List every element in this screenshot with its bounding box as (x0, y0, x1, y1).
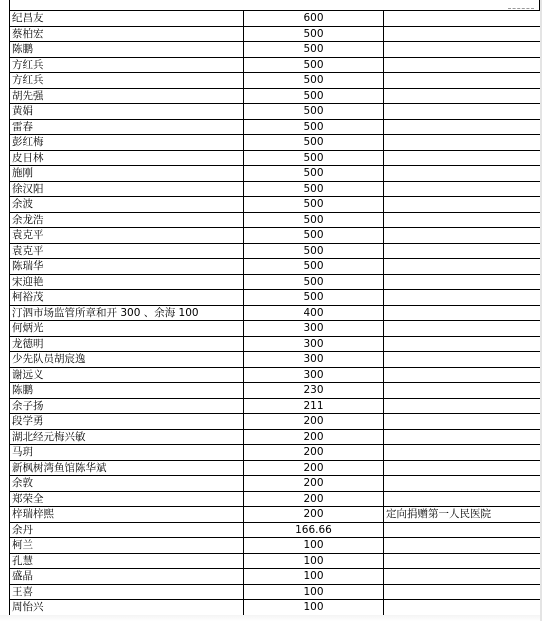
amount-cell[interactable]: 500 (244, 166, 384, 182)
amount-cell[interactable]: 500 (244, 150, 384, 166)
note-cell[interactable] (384, 398, 541, 414)
donor-name-cell[interactable]: 郑荣全 (10, 491, 244, 507)
donor-name-cell[interactable]: 方红兵 (10, 73, 244, 89)
note-cell[interactable] (384, 553, 541, 569)
table-row (10, 476, 541, 492)
amount-cell[interactable]: 211 (244, 398, 384, 414)
note-cell[interactable] (384, 321, 541, 337)
donor-name-cell[interactable]: 龙德明 (10, 336, 244, 352)
note-cell[interactable] (384, 181, 541, 197)
donor-name-cell[interactable]: 汀泗市场监管所章和开 300 、余海 100 (10, 305, 244, 321)
donor-name-cell[interactable]: 周怡兴 (10, 600, 244, 616)
amount-cell[interactable]: 200 (244, 429, 384, 445)
donor-name-cell[interactable]: 陈瑞华 (10, 259, 244, 275)
donor-name-cell[interactable]: 余子扬 (10, 398, 244, 414)
table-row (10, 321, 541, 337)
table-row (10, 352, 541, 368)
note-cell[interactable] (384, 445, 541, 461)
amount-cell[interactable]: 500 (244, 212, 384, 228)
note-cell[interactable]: 定向捐赠第一人民医院 (384, 507, 541, 523)
donor-name-cell[interactable]: 彭红梅 (10, 135, 244, 151)
table-row (10, 600, 541, 616)
donor-name-cell[interactable]: 余波 (10, 197, 244, 213)
table-top-edge (9, 0, 540, 10)
donor-name-cell[interactable]: 蔡柏宏 (10, 26, 244, 42)
amount-cell[interactable]: 100 (244, 538, 384, 554)
note-cell[interactable] (384, 104, 541, 120)
table-row (10, 197, 541, 213)
table-row (10, 212, 541, 228)
amount-cell[interactable]: 600 (244, 11, 384, 27)
table-row (10, 569, 541, 585)
donor-name-cell[interactable]: 雷春 (10, 119, 244, 135)
amount-cell[interactable]: 500 (244, 259, 384, 275)
donor-name-cell[interactable]: 新枫树湾鱼馆陈华斌 (10, 460, 244, 476)
donor-name-cell[interactable]: 宋迎艳 (10, 274, 244, 290)
note-cell[interactable] (384, 274, 541, 290)
note-cell[interactable] (384, 73, 541, 89)
amount-cell[interactable]: 230 (244, 383, 384, 399)
donor-name-cell[interactable]: 少先队员胡宸逸 (10, 352, 244, 368)
table-row (10, 57, 541, 73)
table-row (10, 398, 541, 414)
table-row (10, 119, 541, 135)
table-row (10, 135, 541, 151)
note-cell[interactable] (384, 367, 541, 383)
amount-cell[interactable]: 300 (244, 352, 384, 368)
table-row (10, 274, 541, 290)
amount-cell[interactable]: 500 (244, 42, 384, 58)
amount-cell[interactable]: 500 (244, 181, 384, 197)
note-cell[interactable] (384, 522, 541, 538)
note-cell[interactable] (384, 352, 541, 368)
donor-name-cell[interactable]: 王喜 (10, 584, 244, 600)
note-cell[interactable] (384, 600, 541, 616)
amount-cell[interactable]: 200 (244, 491, 384, 507)
note-cell[interactable] (384, 383, 541, 399)
amount-cell[interactable]: 300 (244, 321, 384, 337)
note-cell[interactable] (384, 197, 541, 213)
table-row (10, 429, 541, 445)
note-cell[interactable] (384, 476, 541, 492)
amount-cell[interactable]: 100 (244, 600, 384, 616)
donor-name-cell[interactable]: 余丹 (10, 522, 244, 538)
amount-cell[interactable]: 200 (244, 445, 384, 461)
table-row (10, 553, 541, 569)
amount-cell[interactable]: 400 (244, 305, 384, 321)
note-cell[interactable] (384, 57, 541, 73)
note-cell[interactable] (384, 336, 541, 352)
note-cell[interactable] (384, 135, 541, 151)
donor-name-cell[interactable]: 袁克平 (10, 243, 244, 259)
table-row (10, 522, 541, 538)
donor-name-cell[interactable]: 黄娟 (10, 104, 244, 120)
amount-cell[interactable]: 100 (244, 553, 384, 569)
table-row (10, 73, 541, 89)
amount-cell[interactable]: 200 (244, 460, 384, 476)
note-cell[interactable] (384, 305, 541, 321)
table-row (10, 166, 541, 182)
table-row (10, 228, 541, 244)
donor-name-cell[interactable]: 余敦 (10, 476, 244, 492)
amount-cell[interactable]: 500 (244, 88, 384, 104)
amount-cell[interactable]: 500 (244, 243, 384, 259)
note-cell[interactable] (384, 584, 541, 600)
table-row (10, 305, 541, 321)
amount-cell[interactable]: 500 (244, 57, 384, 73)
table-row (10, 26, 541, 42)
donation-table-body (10, 11, 541, 616)
page-corner-mark (508, 0, 534, 9)
amount-cell[interactable]: 500 (244, 26, 384, 42)
donor-name-cell[interactable]: 何炳光 (10, 321, 244, 337)
table-row (10, 11, 541, 27)
donor-name-cell[interactable]: 纪昌友 (10, 11, 244, 27)
table-row (10, 538, 541, 554)
donor-name-cell[interactable]: 袁克平 (10, 228, 244, 244)
donor-name-cell[interactable]: 湖北经元梅兴敏 (10, 429, 244, 445)
table-row (10, 336, 541, 352)
table-row (10, 383, 541, 399)
amount-cell[interactable]: 500 (244, 228, 384, 244)
note-cell[interactable] (384, 491, 541, 507)
table-row (10, 290, 541, 306)
note-cell[interactable] (384, 414, 541, 430)
table-row (10, 507, 541, 523)
amount-cell[interactable]: 200 (244, 414, 384, 430)
donor-name-cell[interactable]: 施刚 (10, 166, 244, 182)
donor-name-cell[interactable]: 陈鹏 (10, 383, 244, 399)
amount-cell[interactable]: 500 (244, 290, 384, 306)
amount-cell[interactable]: 500 (244, 135, 384, 151)
donor-name-cell[interactable]: 马玥 (10, 445, 244, 461)
donor-name-cell[interactable]: 胡先强 (10, 88, 244, 104)
table-row (10, 243, 541, 259)
donor-name-cell[interactable]: 徐汉阳 (10, 181, 244, 197)
donor-name-cell[interactable]: 柯兰 (10, 538, 244, 554)
donor-name-cell[interactable]: 柯裕茂 (10, 290, 244, 306)
table-row (10, 491, 541, 507)
note-cell[interactable] (384, 166, 541, 182)
note-cell[interactable] (384, 290, 541, 306)
amount-cell[interactable]: 166.66 (244, 522, 384, 538)
amount-cell[interactable]: 500 (244, 73, 384, 89)
donor-name-cell[interactable]: 皮日林 (10, 150, 244, 166)
note-cell[interactable] (384, 228, 541, 244)
donor-name-cell[interactable]: 盛晶 (10, 569, 244, 585)
note-cell[interactable] (384, 212, 541, 228)
donor-name-cell[interactable]: 孔慧 (10, 553, 244, 569)
donor-name-cell[interactable]: 方红兵 (10, 57, 244, 73)
table-row (10, 42, 541, 58)
note-cell[interactable] (384, 259, 541, 275)
note-cell[interactable] (384, 569, 541, 585)
table-row (10, 150, 541, 166)
amount-cell[interactable]: 500 (244, 197, 384, 213)
donation-table (9, 10, 541, 616)
note-cell[interactable] (384, 150, 541, 166)
donor-name-cell[interactable]: 余龙浩 (10, 212, 244, 228)
note-cell[interactable] (384, 460, 541, 476)
table-row (10, 445, 541, 461)
donor-name-cell[interactable]: 陈鹏 (10, 42, 244, 58)
amount-cell[interactable]: 500 (244, 104, 384, 120)
amount-cell[interactable]: 300 (244, 367, 384, 383)
donor-name-cell[interactable]: 谢远义 (10, 367, 244, 383)
amount-cell[interactable]: 500 (244, 119, 384, 135)
amount-cell[interactable]: 200 (244, 507, 384, 523)
page-bottom-edge (0, 615, 542, 621)
note-cell[interactable] (384, 88, 541, 104)
note-cell[interactable] (384, 11, 541, 27)
note-cell[interactable] (384, 119, 541, 135)
note-cell[interactable] (384, 243, 541, 259)
amount-cell[interactable]: 200 (244, 476, 384, 492)
table-row (10, 414, 541, 430)
table-row (10, 259, 541, 275)
table-row (10, 104, 541, 120)
table-row (10, 584, 541, 600)
donor-name-cell[interactable]: 段学勇 (10, 414, 244, 430)
table-row (10, 367, 541, 383)
note-cell[interactable] (384, 26, 541, 42)
table-row (10, 181, 541, 197)
donor-name-cell[interactable]: 梓瑞梓熙 (10, 507, 244, 523)
table-row (10, 460, 541, 476)
amount-cell[interactable]: 500 (244, 274, 384, 290)
note-cell[interactable] (384, 42, 541, 58)
donation-sheet (9, 10, 540, 616)
amount-cell[interactable]: 300 (244, 336, 384, 352)
note-cell[interactable] (384, 538, 541, 554)
amount-cell[interactable]: 100 (244, 569, 384, 585)
note-cell[interactable] (384, 429, 541, 445)
amount-cell[interactable]: 100 (244, 584, 384, 600)
table-row (10, 88, 541, 104)
